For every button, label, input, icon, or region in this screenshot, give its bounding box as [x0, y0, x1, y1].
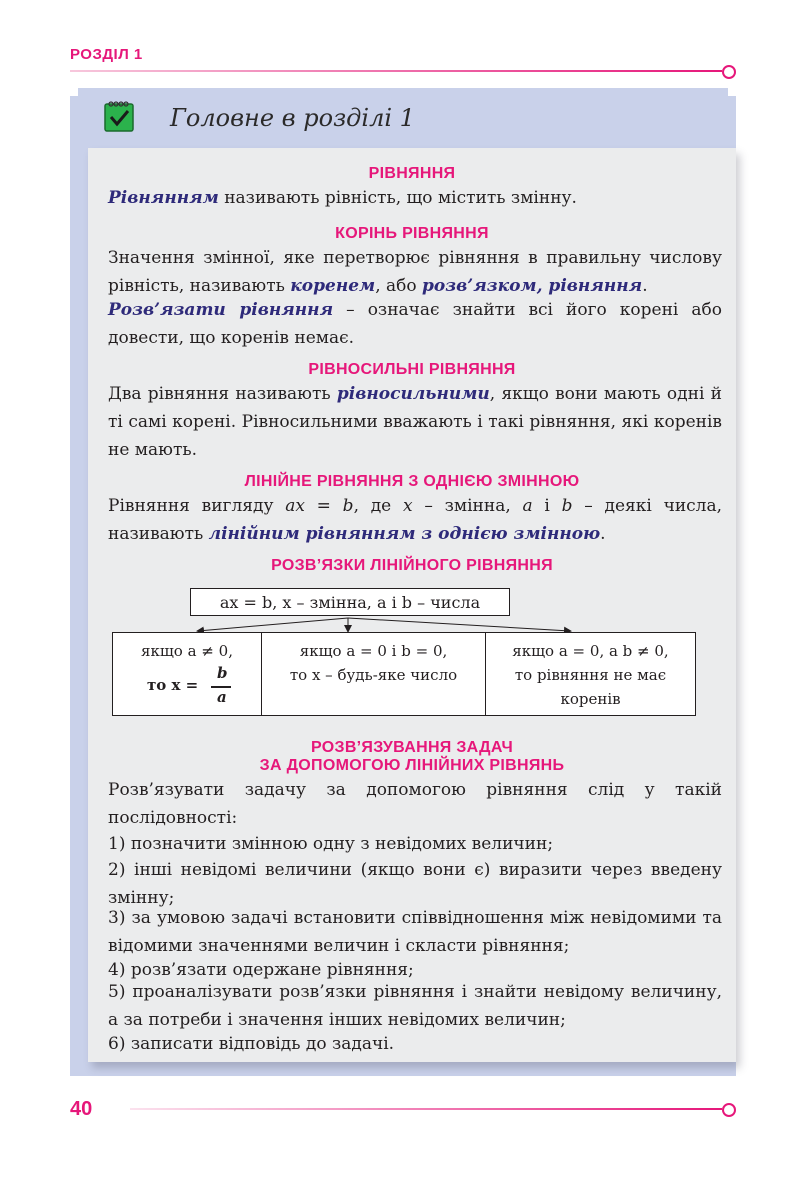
summary-title-text: Головне в розділі 1	[170, 104, 415, 132]
list-item: 5) проаналізувати розв’язки рівняння і знайти невідому величину, а за потреби і значення інших невідомих величин;	[108, 982, 722, 1030]
footer-rule	[130, 1108, 722, 1110]
heading-linear: ЛІНІЙНЕ РІВНЯННЯ З ОДНІЄЮ ЗМІННОЮ	[244, 473, 580, 490]
case-a-nonzero: якщо a ≠ 0, то x = b a	[141, 642, 233, 706]
case-a-zero-b-nonzero: якщо a = 0, а b ≠ 0, то рівняння не має коренів	[485, 633, 695, 715]
paragraph-root-definition: Значення змінної, яке перетворює рівняння в правильну числову рівність, називають коренем, або розв’язком, рівняння.	[108, 248, 722, 296]
list-item: 6) записати відповідь до задачі.	[108, 1034, 395, 1054]
header-rule-dot	[722, 65, 736, 79]
diagram-top-box: ax = b, x – змінна, a і b – числа	[190, 588, 510, 616]
footer-rule-dot	[722, 1103, 736, 1117]
frame-notch	[728, 88, 736, 96]
diagram-cases	[112, 632, 696, 716]
paragraph-equivalent: Два рівняння називають рівносильними, якщо вони мають одні й ті самі корені. Рівносильними вважають і такі рівняння, які коренів не мають.	[108, 384, 722, 460]
heading-solutions: РОЗВ’ЯЗКИ ЛІНІЙНОГО РІВНЯННЯ	[271, 557, 553, 574]
list-item: 3) за умовою задачі встановити співвідношення між невідомими та відомими значеннями величин і скласти рівняння;	[108, 908, 722, 956]
paragraph-equation: Рівнянням називають рівність, що містить змінну.	[108, 188, 577, 208]
list-item: 4) розв’язати одержане рівняння;	[108, 960, 414, 980]
heading-problems-2: ЗА ДОПОМОГОЮ ЛІНІЙНИХ РІВНЯНЬ	[259, 757, 565, 774]
list-item: 2) інші невідомі величини (якщо вони є) виразити через введену змінну;	[108, 860, 722, 908]
paragraph-linear: Рівняння вигляду ax = b, де x – змінна, a і b – деякі числа, називають лінійним рівнянням з однією змінною.	[108, 496, 723, 544]
section-label: РОЗДІЛ 1	[70, 46, 143, 63]
case-both-zero: якщо a = 0 і b = 0, то x – будь-яке число	[261, 633, 485, 715]
header-rule	[70, 70, 722, 72]
paragraph-problems-intro: Розв’язувати задачу за допомогою рівняння слід у такій послідовності:	[108, 780, 722, 828]
heading-root: КОРІНЬ РІВНЯННЯ	[335, 225, 489, 242]
frame-notch	[70, 88, 78, 96]
heading-equivalent: РІВНОСИЛЬНІ РІВНЯННЯ	[308, 361, 516, 378]
list-item: 1) позначити змінною одну з невідомих величин;	[108, 834, 554, 854]
heading-problems-1: РОЗВ’ЯЗУВАННЯ ЗАДАЧ	[310, 739, 513, 756]
heading-equation: РІВНЯННЯ	[368, 165, 456, 182]
paragraph-solve: Розв’язати рівняння – означає знайти всі його корені або довести, що коренів немає.	[108, 300, 722, 348]
page-number: 40	[70, 1098, 93, 1120]
checklist-icon	[104, 100, 134, 132]
